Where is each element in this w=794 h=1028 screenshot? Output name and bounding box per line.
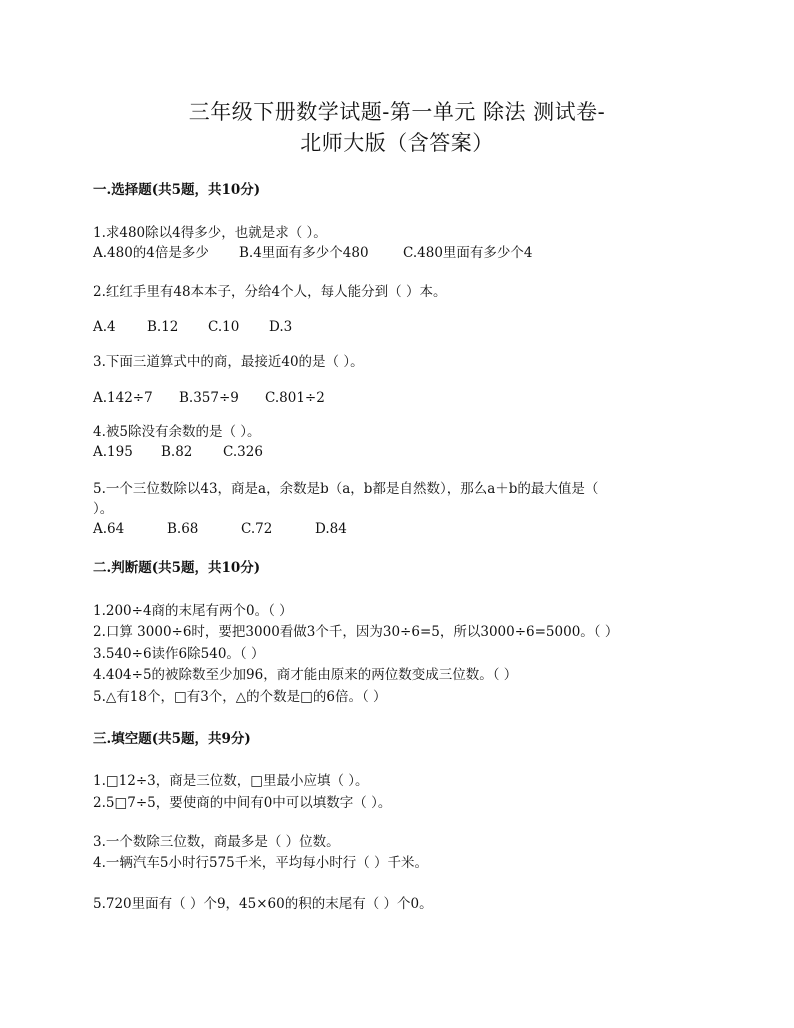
option-b: B.4里面有多少个480 <box>239 245 369 261</box>
option-a: A.64 <box>93 521 125 537</box>
option-a: A.142÷7 <box>93 390 153 406</box>
question-text: 3.一个数除三位数，商最多是（ ）位数。 <box>93 834 340 850</box>
option-c: C.326 <box>223 444 263 460</box>
question-text: 5.720里面有（ ）个9，45×60的积的末尾有（ ）个0。 <box>93 896 433 912</box>
question-text: 5.一个三位数除以43，商是a，余数是b（a，b都是自然数），那么a＋b的最大值是（ <box>93 481 599 497</box>
question-text: 2.口算 3000÷6时，要把3000看做3个千，因为30÷6=5，所以3000÷6=5000。（ ） <box>93 624 619 640</box>
question-options <box>93 520 347 538</box>
option-a: A.195 <box>93 444 133 460</box>
question-text: 3.下面三道算式中的商，最接近40的是（ ）。 <box>93 354 364 370</box>
question-text: 2.5□7÷5，要使商的中间有0中可以填数字（ ）。 <box>93 795 392 811</box>
question-text: 4.被5除没有余数的是（ ）。 <box>93 424 261 440</box>
page-title-line1: 三年级下册数学试题-第一单元 除法 测试卷- <box>188 100 606 124</box>
option-c: C.801÷2 <box>265 390 325 406</box>
option-b: B.12 <box>147 319 179 335</box>
section-heading-judge: 二.判断题(共5题，共10分) <box>93 560 261 576</box>
option-c: C.72 <box>241 521 273 537</box>
option-c: C.10 <box>208 319 240 335</box>
section-heading-fill: 三.填空题(共5题，共9分) <box>93 731 251 747</box>
option-d: D.84 <box>315 521 347 537</box>
question-text: 1.200÷4商的末尾有两个0。（ ） <box>93 603 293 619</box>
question-options <box>93 443 263 461</box>
option-a: A.480的4倍是多少 <box>93 245 209 261</box>
option-d: D.3 <box>269 319 293 335</box>
question-text: 3.540÷6读作6除540。（ ） <box>93 646 265 662</box>
page-title-line2: 北师大版（含答案） <box>300 131 494 155</box>
question-options <box>93 244 533 262</box>
question-text: 1.□12÷3，商是三位数，□里最小应填（ ）。 <box>93 773 369 789</box>
option-c: C.480里面有多少个4 <box>403 245 533 261</box>
question-text: 2.红红手里有48本本子，分给4个人，每人能分到（ ）本。 <box>93 284 447 300</box>
question-text: 4.一辆汽车5小时行575千米，平均每小时行（ ）千米。 <box>93 855 429 871</box>
section-heading-choice: 一.选择题(共5题，共10分) <box>93 182 261 198</box>
question-text-continued: ）。 <box>93 501 114 517</box>
option-b: B.357÷9 <box>179 390 239 406</box>
question-text: 4.404÷5的被除数至少加96，商才能由原来的两位数变成三位数。（ ） <box>93 667 518 683</box>
question-options <box>93 389 325 407</box>
question-options <box>93 318 292 336</box>
question-text: 1.求480除以4得多少，也就是求（ ）。 <box>93 225 327 241</box>
option-a: A.4 <box>93 319 116 335</box>
question-text: 5.△有18个，□有3个，△的个数是□的6倍。（ ） <box>93 689 387 705</box>
option-b: B.68 <box>167 521 199 537</box>
option-b: B.82 <box>161 444 193 460</box>
